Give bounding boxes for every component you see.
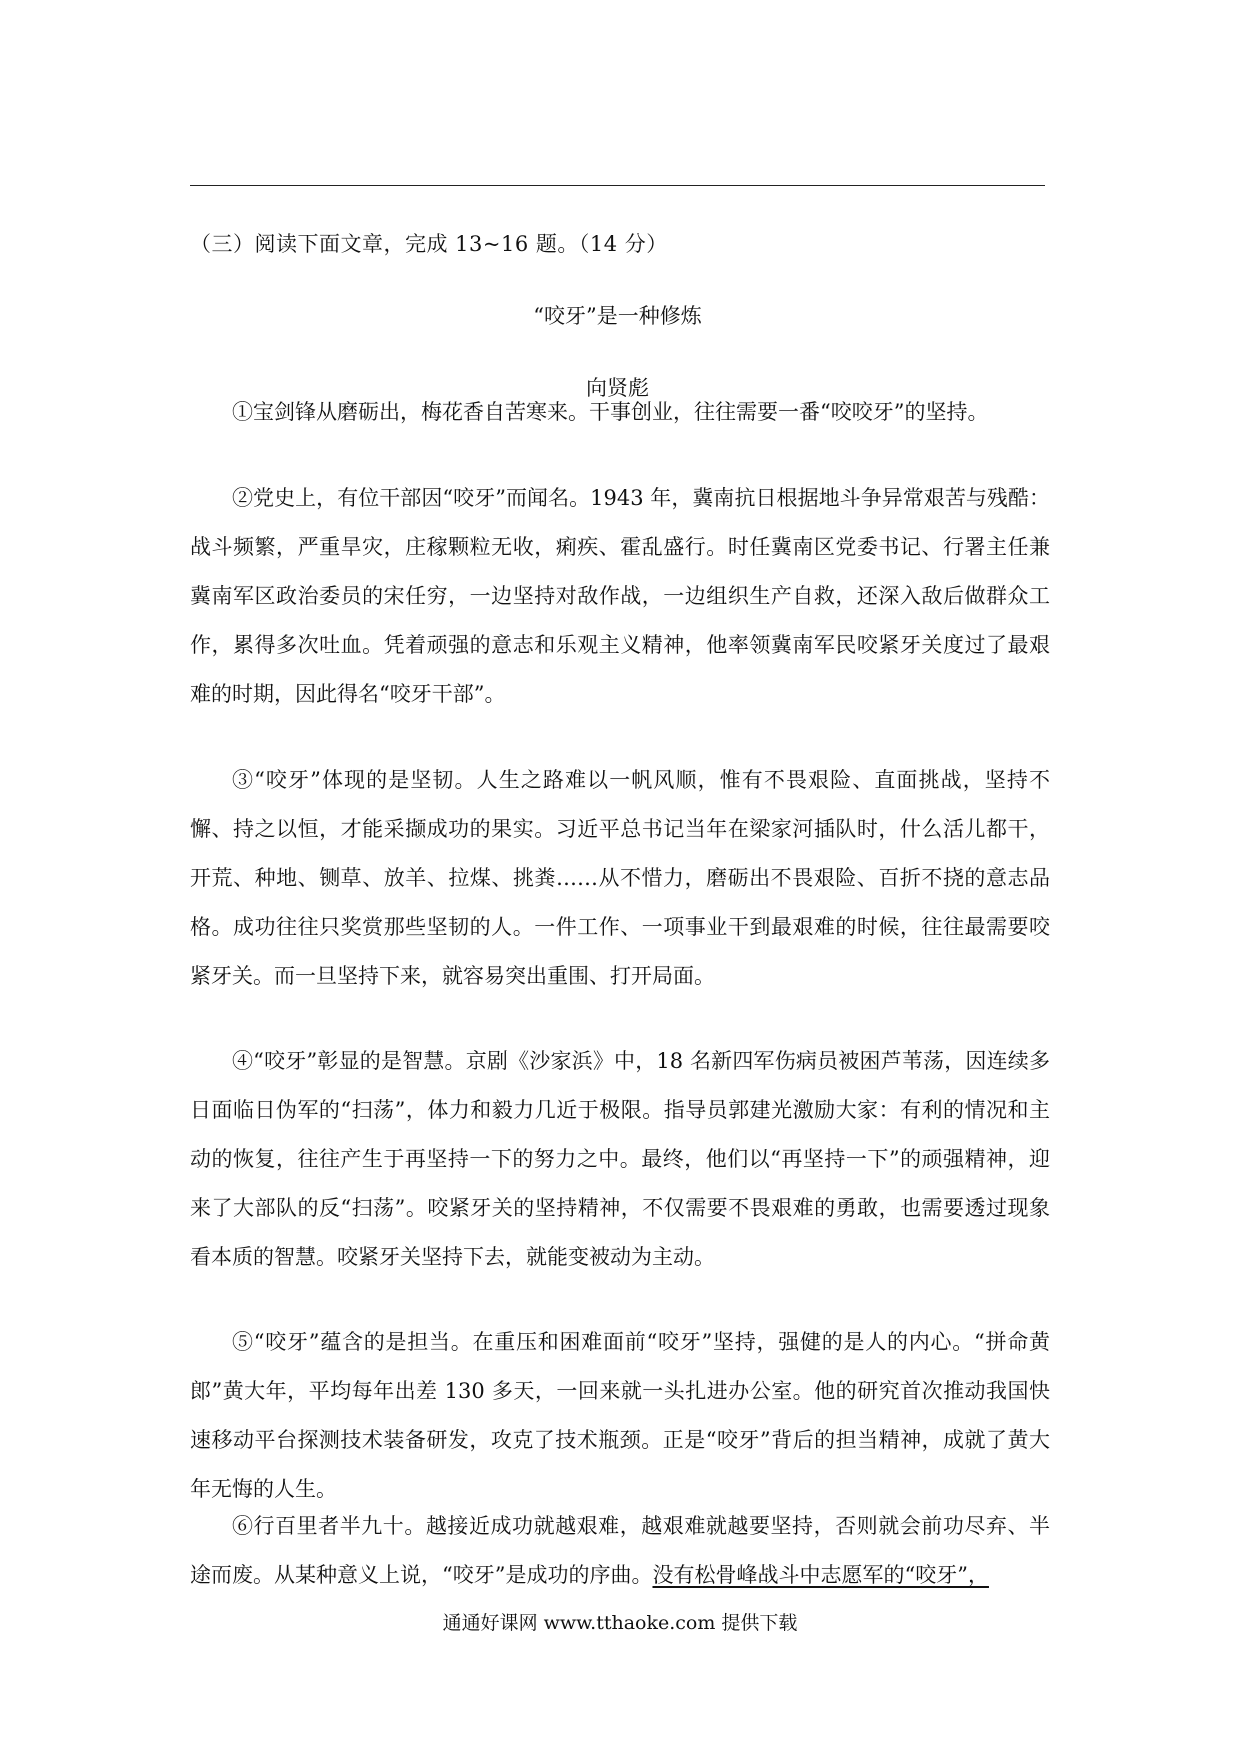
paragraph-4: ④“咬牙”彰显的是智慧。京剧《沙家浜》中，18 名新四军伤病员被困芦苇荡，因连续多日面临日伪军的“扫荡”，体力和毅力几近于极限。指导员郭建光激励大家：有利的情况和主动的恢复，往往产生于再坚持一下的努力之中。最终，他们以“再坚持一下”的顽强精神，迎来了大部队的反“扫荡”。咬紧牙关的坚持精神，不仅需要不畏艰难的勇敢，也需要透过现象看本质的智慧。咬紧牙关坚持下去，就能变被动为主动。 bbox=[190, 1049, 1050, 1269]
paragraph-6-text: ⑥行百里者半九十。越接近成功就越艰难，越艰难就越要坚持，否则就会前功尽弃、半途而废。从某种意义上说，“咬牙”是成功的序曲。 bbox=[190, 1514, 1050, 1587]
header-rule bbox=[190, 185, 1045, 186]
article-title: “咬牙”是一种修炼 bbox=[533, 304, 702, 328]
paragraph-5: ⑤“咬牙”蕴含的是担当。在重压和困难面前“咬牙”坚持，强健的是人的内心。“拼命黄郎”黄大年，平均每年出差 130 多天，一回来就一头扎进办公室。他的研究首次推动我国快速移动平台探测技术装备研发，攻克了技术瓶颈。正是“咬牙”背后的担当精神，成就了黄大年无悔的人生。 bbox=[190, 1330, 1050, 1501]
section-heading: （三）阅读下面文章，完成 13~16 题。（14 分） bbox=[190, 232, 668, 256]
download-footer: 通通好课网 www.tthaoke.com 提供下载 bbox=[442, 1612, 798, 1634]
paragraph-2: ②党史上，有位干部因“咬牙”而闻名。1943 年，冀南抗日根据地斗争异常艰苦与残酷：战斗频繁，严重旱灾，庄稼颗粒无收，痢疾、霍乱盛行。时任冀南区党委书记、行署主任兼冀南军区政治委员的宋任穷，一边坚持对敌作战，一边组织生产自救，还深入敌后做群众工作，累得多次吐血。凭着顽强的意志和乐观主义精神，他率领冀南军民咬紧牙关度过了最艰难的时期，因此得名“咬牙干部”。 bbox=[190, 486, 1050, 706]
paragraph-1: ①宝剑锋从磨砺出，梅花香自苦寒来。干事创业，往往需要一番“咬咬牙”的坚持。 bbox=[232, 400, 989, 424]
paragraph-6 bbox=[190, 1502, 1050, 1600]
article-author: 向贤彪 bbox=[586, 376, 649, 400]
paragraph-3: ③“咬牙”体现的是坚韧。人生之路难以一帆风顺，惟有不畏艰险、直面挑战，坚持不懈、持之以恒，才能采撷成功的果实。习近平总书记当年在梁家河插队时，什么活儿都干，开荒、种地、铡草、放羊、拉煤、挑粪……从不惜力，磨砺出不畏艰险、百折不挠的意志品格。成功往往只奖赏那些坚韧的人。一件工作、一项事业干到最艰难的时候，往往最需要咬紧牙关。而一旦坚持下来，就容易突出重围、打开局面。 bbox=[190, 768, 1050, 988]
paragraph-6-underlined-text: 没有松骨峰战斗中志愿军的“咬牙”， bbox=[652, 1563, 989, 1587]
